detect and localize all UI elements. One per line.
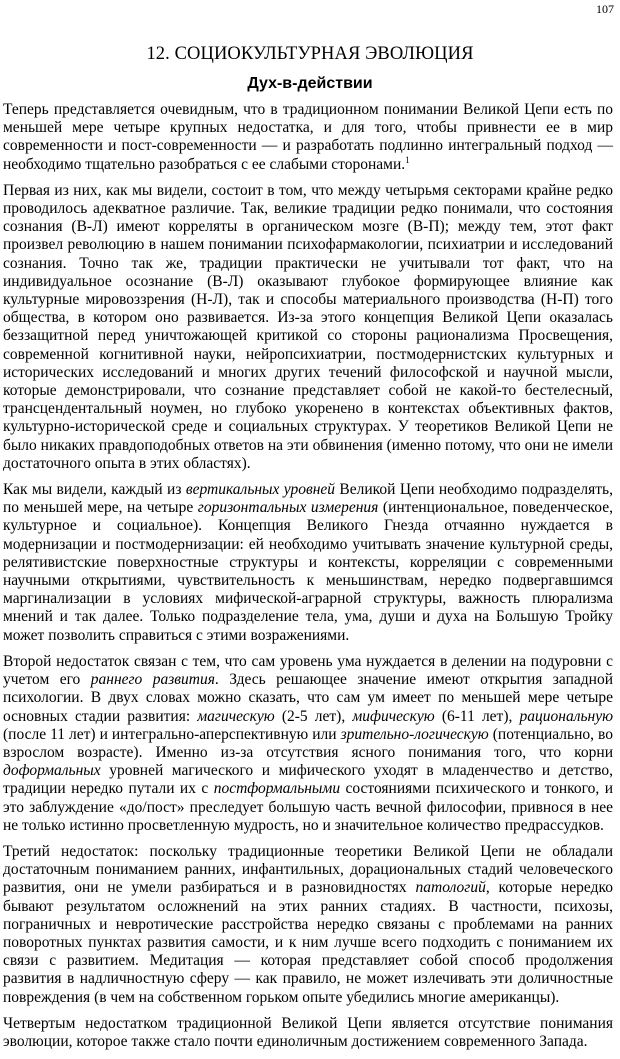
emphasis: мифическую xyxy=(352,707,435,725)
emphasis: вертикальных уровней xyxy=(185,481,336,499)
emphasis: горизонтальных измерения xyxy=(197,499,379,517)
emphasis: раннего развития xyxy=(90,671,215,689)
emphasis: магическую xyxy=(197,707,275,725)
chapter-title: 12. СОЦИОКУЛЬТУРНАЯ ЭВОЛЮЦИЯ xyxy=(146,44,474,64)
emphasis: постформальными xyxy=(213,780,341,798)
emphasis: патологий xyxy=(415,879,486,897)
paragraph-6: Четвертым недостатком традиционной Великой Цепи является отсутствие понимания эволюции, которое также стало почти единоличным достижением современного Запада. xyxy=(3,1014,613,1050)
paragraph-1: Теперь представляется очевидным, что в традиционном понимании Великой Цепи есть по меньшей мере четыре крупных недостатка, и для того, чтобы привнести ее в мир современности и пост-современности — и разработать подлинно интегральный подход — необходимо тщательно разобраться с ее слабыми сторонами.$^1$ xyxy=(3,101,613,173)
section-subtitle: Дух-в-действии xyxy=(247,75,373,92)
footnote-marker[interactable]: 1 xyxy=(405,154,410,165)
paragraph-4: Второй недостаток связан с тем, что сам уровень ума нуждается в делении на подуровни с учетом его раннего развития. Здесь решающее значение имеют открытия западной психологии. В двух словах можно сказать, что сам ум имеет по меньшей мере четыре основных стадии развития: магическую (2-5 лет), мифическую (6-11 лет), рациональную (после 11 лет) и интегрально-аперспективную или зрительно-логическую (потенциально, во взрослом возрасте). Именно из-за отсутствия ясного понимания того, что корни доформальных уровней магического и мифического уходят в младенчество и детство, традиции нередко путали их с постформальными состояниями психического и тонкого, и это заблуждение «до/пост» преследует большую часть вечной философии, привнося в нее не только истинно просветленную мудрость, но и значительное количество предрассудков. xyxy=(3,652,614,834)
paragraph-2: Первая из них, как мы видели, состоит в том, что между четырьмя секторами крайне редко проводилось адекватное различие. Так, великие традиции редко понимали, что состояния сознания (В-Л) имеют корреляты в органическом мозге (В-П); между тем, этот факт произвел революцию в нашем понимании психофармакологии, психиатрии и исследований сознания. Точно так же, традиции практически не учитывали тот факт, что на индивидуальное осознание (В-Л) оказывают глубокое формирующее влияние как культурные мировоззрения (Н-Л), так и способы материального производства (Н-П) того общества, в котором оно развивается. Из-за этого концепция Великой Цепи оказалась беззащитной перед уничтожающей критикой со стороны рационализма Просвещения, современной когнитивной науки, нейропсихиатрии, постмодернистских культурных и исторических исследований и многих других течений философской и научной мысли, которые демонстрировали, что сознание представляет собой не какой-то бестелесный, трансцендентальный ноумен, но глубоко укоренено в контекстах объективных фактов, культурно-исторической среде и социальных структурах. У теоретиков Великой Цепи не было никаких правдоподобных ответов на эти обвинения (именно потому, что они не имели достаточного опыта в этих областях). xyxy=(3,181,613,472)
paragraph-5: Третий недостаток: поскольку традиционные теоретики Великой Цепи не обладали достаточным пониманием ранних, инфантильных, дорациональных стадий человеческого развития, они не умели разбираться и в разновидностях патологий, которые нередко бывают результатом осложнений на этих ранних стадиях. В частности, психозы, пограничных и невротические расстройства нередко связаны с проблемами на ранних поворотных пунктах развития самости, и к ним лучше всего подходить с пониманием их связи с развитием. Медитация — которая представляет собой способ продолжения развития в надличностную сферу — как правило, не может излечивать эти доличностные повреждения (в чем на собственном горьком опыте убедились многие американцы). xyxy=(3,842,613,1006)
emphasis: зрительно-логическую xyxy=(340,725,489,743)
page-number: 107 xyxy=(596,2,614,16)
emphasis: рациональную xyxy=(519,707,613,725)
emphasis: доформальных xyxy=(3,762,101,780)
body-text xyxy=(3,101,613,1059)
paragraph-3: Как мы видели, каждый из вертикальных уровней Великой Цепи необходимо подразделять, по меньшей мере, на четыре горизонтальных измерения (интенциональное, поведенческое, культурное и социальное). Концепция Великого Гнезда отчаянно нуждается в модернизации и постмодернизации: ей необходимо учитывать значение культурной среды, релятивистские поверхностные структуры и контексты, корреляции с современными научными открытиями, чувствительность к меньшинствам, нередко подвергавшимся маргинализации в условиях мифической-аграрной структуры, важность плюрализма мнений и так далее. Только подразделение тела, ума, души и духа на Большую Тройку может позволить справиться с этими возражениями. xyxy=(3,481,613,644)
